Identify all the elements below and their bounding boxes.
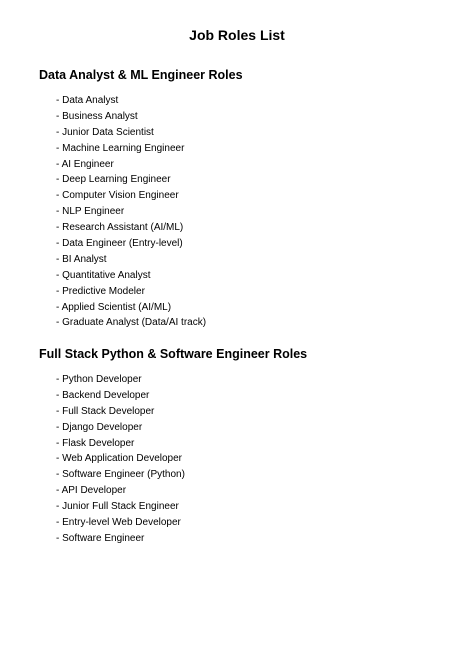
list-item: - Research Assistant (AI/ML)	[56, 220, 206, 236]
list-item: - Entry-level Web Developer	[56, 515, 185, 531]
section-heading-data-ml: Data Analyst & ML Engineer Roles	[39, 68, 243, 82]
list-item: - Quantitative Analyst	[56, 268, 206, 284]
list-item: - BI Analyst	[56, 252, 206, 268]
list-item: - Machine Learning Engineer	[56, 141, 206, 157]
list-item: - Applied Scientist (AI/ML)	[56, 300, 206, 316]
section-heading-python-swe: Full Stack Python & Software Engineer Roles	[39, 347, 308, 361]
role-list-python-swe	[56, 372, 185, 547]
list-item: - AI Engineer	[56, 157, 206, 173]
role-list-data-ml	[56, 93, 206, 331]
list-item: - Full Stack Developer	[56, 404, 185, 420]
list-item: - Software Engineer	[56, 531, 185, 547]
list-item: - Web Application Developer	[56, 451, 185, 467]
list-item: - Junior Data Scientist	[56, 125, 206, 141]
list-item: - Computer Vision Engineer	[56, 188, 206, 204]
list-item: - Predictive Modeler	[56, 284, 206, 300]
list-item: - Business Analyst	[56, 109, 206, 125]
page-title: Job Roles List	[189, 27, 285, 43]
list-item: - NLP Engineer	[56, 204, 206, 220]
list-item: - Data Analyst	[56, 93, 206, 109]
list-item: - Python Developer	[56, 372, 185, 388]
list-item: - Data Engineer (Entry-level)	[56, 236, 206, 252]
list-item: - Deep Learning Engineer	[56, 172, 206, 188]
list-item: - Backend Developer	[56, 388, 185, 404]
list-item: - API Developer	[56, 483, 185, 499]
list-item: - Software Engineer (Python)	[56, 467, 185, 483]
list-item: - Graduate Analyst (Data/AI track)	[56, 315, 206, 331]
list-item: - Junior Full Stack Engineer	[56, 499, 185, 515]
list-item: - Django Developer	[56, 420, 185, 436]
list-item: - Flask Developer	[56, 436, 185, 452]
